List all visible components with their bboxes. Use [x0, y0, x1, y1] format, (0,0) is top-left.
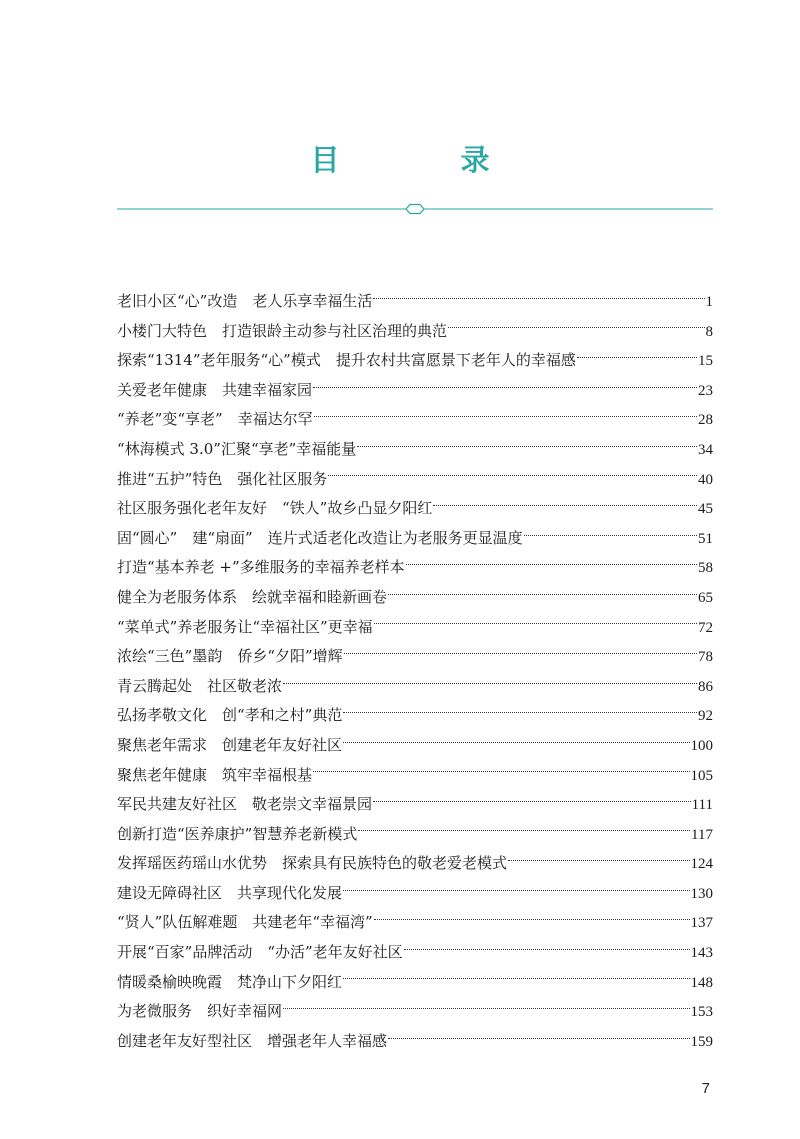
- toc-entry[interactable]: [117, 613, 713, 643]
- toc-entry-page: 105: [690, 767, 713, 784]
- toc-entry[interactable]: [117, 524, 713, 554]
- toc-entry[interactable]: [117, 1027, 713, 1057]
- toc-entry[interactable]: [117, 435, 713, 465]
- toc-entry-page: 124: [690, 856, 713, 873]
- toc-entry-title: 青云腾起处 社区敬老浓: [117, 676, 283, 695]
- dot-leader: [388, 1037, 689, 1039]
- toc-entry[interactable]: [117, 820, 713, 850]
- toc-entry-page: 23: [698, 382, 713, 399]
- toc-entry-title: “林海模式 3.0”汇聚“享老”幸福能量: [117, 439, 357, 458]
- dot-leader: [328, 474, 697, 476]
- dot-leader: [358, 829, 690, 831]
- toc-entry[interactable]: [117, 938, 713, 968]
- dot-leader: [344, 652, 697, 654]
- dot-leader: [343, 977, 689, 979]
- toc-entry-page: 117: [691, 826, 713, 843]
- toc-entry-title: 创新打造“医养康护”智慧养老新模式: [117, 824, 358, 843]
- toc-entry-page: 100: [690, 737, 713, 754]
- toc-entry[interactable]: [117, 761, 713, 791]
- toc-entry-title: 老旧小区“心”改造 老人乐享幸福生活: [117, 292, 373, 310]
- toc-entry-title: 探索“1314”老年服务“心”模式 提升农村共富愿景下老年人的幸福感: [117, 351, 576, 370]
- toc-entry-title: 聚焦老年健康 筑牢幸福根基: [117, 765, 313, 784]
- dot-leader: [314, 415, 697, 417]
- toc-entry-title: 打造“基本养老 +”多维服务的幸福养老样本: [117, 558, 405, 577]
- toc-entry[interactable]: [117, 553, 713, 583]
- title-divider: [117, 200, 713, 218]
- toc-entry[interactable]: [117, 849, 713, 879]
- dot-leader: [433, 504, 697, 506]
- toc-entry-title: “养老”变“享老” 幸福达尔罕: [117, 410, 313, 429]
- toc-entry[interactable]: [117, 968, 713, 998]
- toc-entry-title: “贤人”队伍解难题 共建老年“幸福湾”: [117, 913, 373, 932]
- toc-entry[interactable]: [117, 672, 713, 702]
- toc-entry[interactable]: [117, 879, 713, 909]
- toc-entry-page: 72: [698, 619, 713, 636]
- toc-entry-title: 关爱老年健康 共建幸福家园: [117, 380, 313, 399]
- dot-leader: [577, 356, 697, 358]
- dot-leader: [373, 800, 691, 802]
- dot-leader: [343, 741, 689, 743]
- dot-leader: [357, 445, 697, 447]
- toc-entry-title: 军民共建友好社区 敬老崇文幸福景园: [117, 795, 373, 814]
- page-title: 目 录: [310, 143, 536, 177]
- toc-entry[interactable]: [117, 642, 713, 672]
- toc-entry-page: 34: [698, 441, 713, 458]
- toc-entry-title: 发挥瑶医药瑶山水优势 探索具有民族特色的敬老爱老模式: [117, 854, 508, 873]
- toc-entry[interactable]: [117, 465, 713, 495]
- toc-entry-title: 建设无障碍社区 共享现代化发展: [117, 883, 343, 902]
- toc-entry-title: 社区服务强化老年友好 “铁人”故乡凸显夕阳红: [117, 499, 433, 518]
- toc-entry-page: 78: [698, 649, 713, 666]
- dot-leader: [404, 948, 690, 950]
- dot-leader: [406, 563, 697, 565]
- toc-entry-title: 聚焦老年需求 创建老年友好社区: [117, 735, 343, 754]
- dot-leader: [343, 889, 689, 891]
- toc-entry[interactable]: [117, 346, 713, 376]
- toc-entry-page: 28: [698, 412, 713, 429]
- toc-entry-page: 143: [690, 945, 713, 962]
- toc-entry-page: 1: [705, 294, 713, 310]
- toc-entry-title: 为老微服务 织好幸福网: [117, 1002, 283, 1021]
- toc-entry-title: 推进“五护”特色 强化社区服务: [117, 469, 328, 488]
- toc-entry-title: 情暖桑榆映晚霞 梵净山下夕阳红: [117, 972, 343, 991]
- dot-leader: [388, 593, 697, 595]
- toc-entry-title: 开展“百家”品牌活动 “办活”老年友好社区: [117, 943, 403, 962]
- toc-entry-page: 45: [698, 501, 713, 518]
- toc-entry[interactable]: [117, 731, 713, 761]
- toc-entry-page: 58: [698, 560, 713, 577]
- toc-entry[interactable]: [117, 317, 713, 347]
- toc-entry-title: 健全为老服务体系 绘就幸福和睦新画卷: [117, 587, 388, 606]
- toc-entry-title: 创建老年友好型社区 增强老年人幸福感: [117, 1031, 388, 1050]
- toc-entry[interactable]: [117, 908, 713, 938]
- toc-entry-page: 159: [690, 1033, 713, 1050]
- dot-leader: [374, 622, 697, 624]
- toc-entry-page: 130: [690, 885, 713, 902]
- toc-entry-title: 弘扬孝敬文化 创“孝和之村”典范: [117, 706, 343, 725]
- toc-entry[interactable]: [117, 287, 713, 317]
- toc-entry-title: 小楼门大特色 打造银龄主动参与社区治理的典范: [117, 321, 448, 340]
- toc-entry-page: 65: [698, 589, 713, 606]
- toc-entry[interactable]: [117, 583, 713, 613]
- toc-entry-page: 51: [698, 530, 713, 547]
- table-of-contents: [117, 287, 713, 1056]
- dot-leader: [524, 534, 697, 536]
- toc-entry[interactable]: [117, 494, 713, 524]
- toc-entry-page: 92: [698, 708, 713, 725]
- toc-entry-title: “菜单式”养老服务让“幸福社区”更幸福: [117, 617, 373, 636]
- dot-leader: [283, 682, 697, 684]
- toc-entry[interactable]: [117, 405, 713, 435]
- toc-entry-page: 8: [705, 323, 713, 340]
- toc-entry-page: 40: [698, 471, 713, 488]
- toc-entry-page: 153: [690, 1004, 713, 1021]
- diamond-ornament-icon: [406, 205, 424, 214]
- toc-entry-page: 15: [698, 353, 713, 370]
- dot-leader: [313, 770, 689, 772]
- dot-leader: [283, 1007, 689, 1009]
- toc-entry[interactable]: [117, 997, 713, 1027]
- page-number: 7: [701, 1080, 710, 1097]
- toc-entry-page: 148: [690, 974, 713, 991]
- dot-leader: [374, 918, 690, 920]
- toc-entry-page: 111: [691, 797, 713, 814]
- dot-leader: [313, 386, 697, 388]
- dot-leader: [448, 326, 704, 328]
- toc-entry-title: 固“圆心” 建“扇面” 连片式适老化改造让为老服务更显温度: [117, 528, 523, 547]
- toc-entry-title: 浓绘“三色”墨韵 侨乡“夕阳”增辉: [117, 647, 343, 666]
- dot-leader: [373, 297, 704, 299]
- dot-leader: [508, 859, 689, 861]
- dot-leader: [343, 711, 697, 713]
- toc-entry-page: 137: [690, 915, 713, 932]
- toc-entry[interactable]: [117, 376, 713, 406]
- toc-entry-page: 86: [698, 678, 713, 695]
- toc-entry[interactable]: [117, 701, 713, 731]
- toc-entry[interactable]: [117, 790, 713, 820]
